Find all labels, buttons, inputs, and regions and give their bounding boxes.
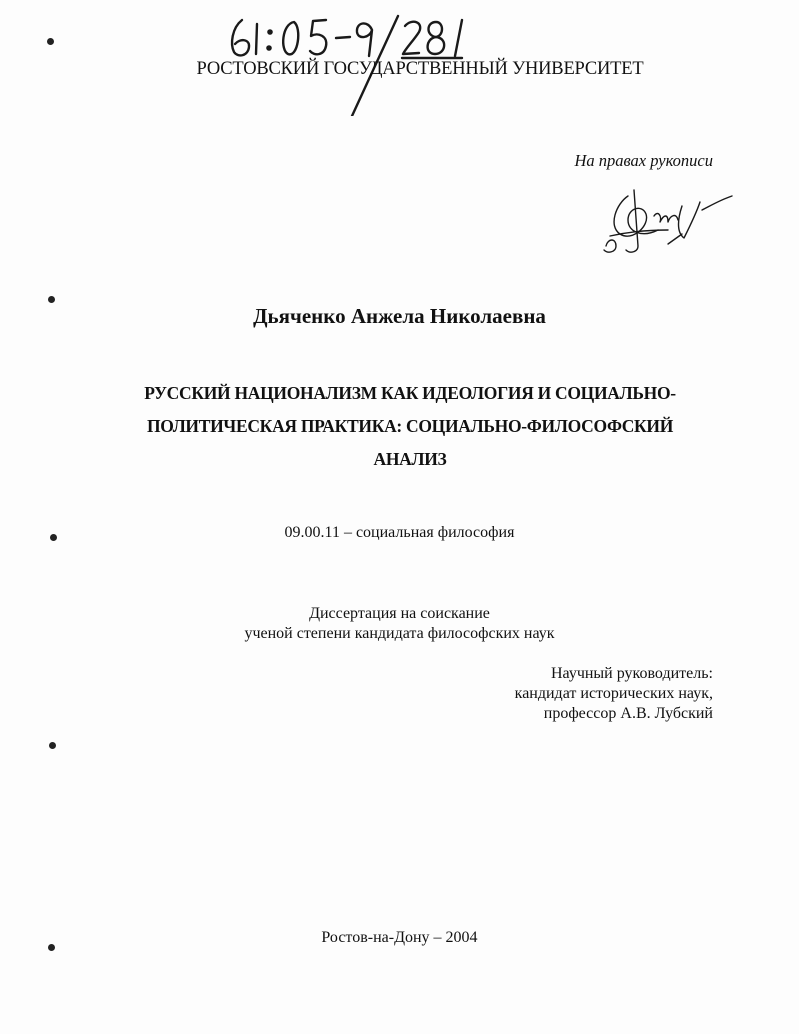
supervisor-line-1: Научный руководитель: (550, 665, 713, 682)
degree-line-2: ученой степени кандидата философских наук (244, 625, 555, 642)
title-line-2: ПОЛИТИЧЕСКАЯ ПРАКТИКА: СОЦИАЛЬНО-ФИЛОСОФСКИЙ (146, 416, 674, 436)
signature-handwritten (598, 186, 738, 258)
supervisor-line-2: кандидат исторических наук, (514, 685, 713, 702)
dissertation-title (110, 377, 710, 476)
supervisor-block (430, 664, 713, 724)
punch-hole-mark (48, 296, 55, 303)
university-name: РОСТОВСКИЙ ГОСУДАРСТВЕННЫЙ УНИВЕРСИТЕТ (196, 59, 644, 79)
punch-hole-mark (47, 38, 54, 45)
degree-statement (0, 604, 799, 644)
city-year: Ростов-на-Дону – 2004 (321, 929, 478, 946)
specialty-code: 09.00.11 – социальная философия (284, 524, 515, 541)
punch-hole-mark (50, 534, 57, 541)
punch-hole-mark (49, 742, 56, 749)
signature-drawing (598, 186, 738, 258)
degree-line-1: Диссертация на соискание (309, 605, 490, 622)
supervisor-line-3: профессор А.В. Лубский (543, 705, 713, 722)
author-name: Дьяченко Анжела Николаевна (253, 304, 546, 328)
punch-hole-mark (48, 944, 55, 951)
manuscript-rights-note: На правах рукописи (574, 151, 713, 170)
title-line-1: РУССКИЙ НАЦИОНАЛИЗМ КАК ИДЕОЛОГИЯ И СОЦИАЛЬНО- (144, 383, 676, 403)
title-line-3: АНАЛИЗ (373, 449, 447, 469)
